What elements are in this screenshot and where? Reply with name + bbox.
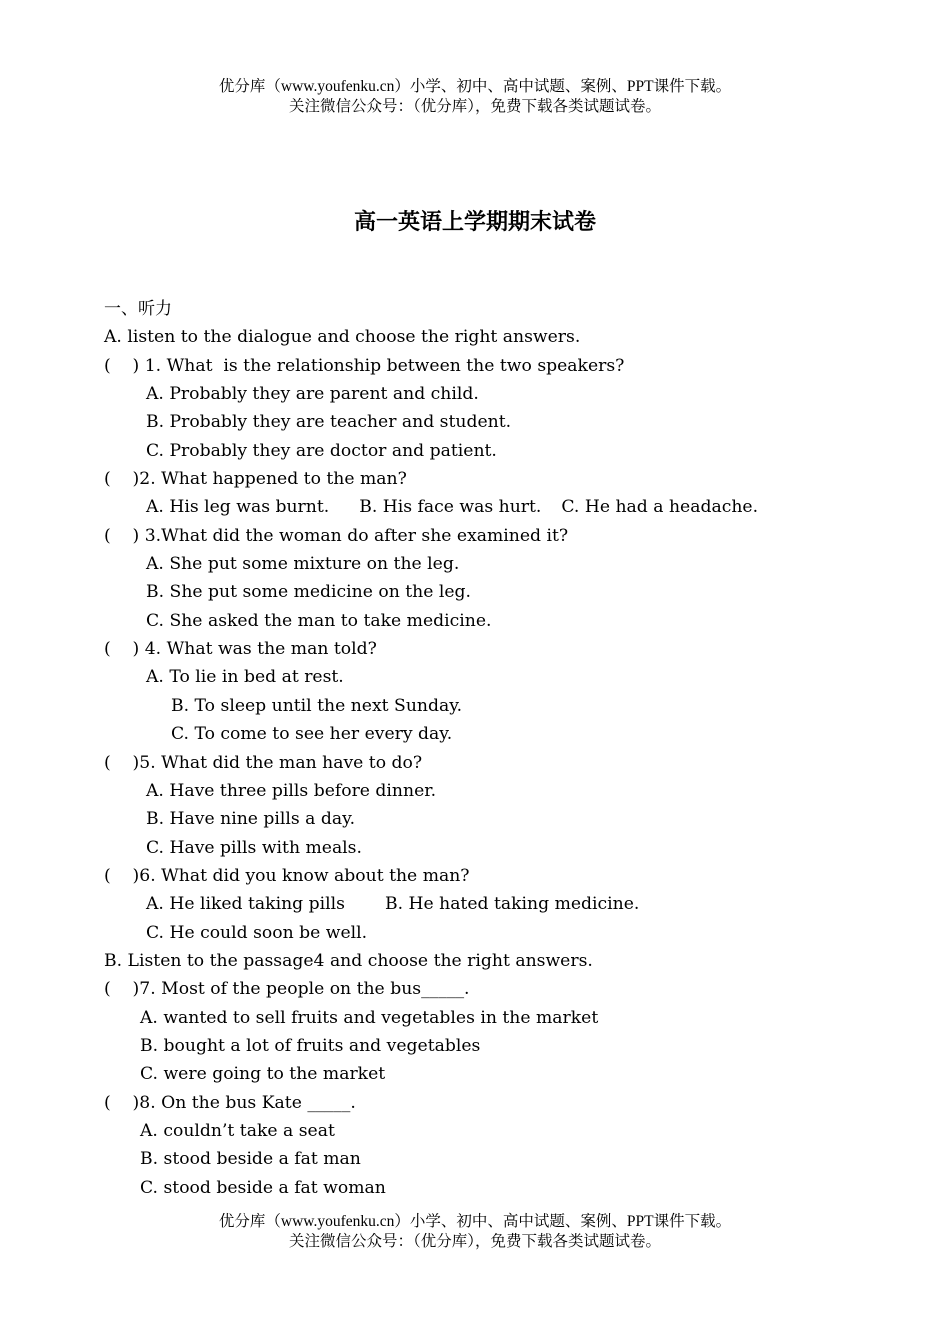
question-5-stem: ( )5. What did the man have to do? [104,752,423,773]
question-4-option-c: C. To come to see her every day. [171,724,453,745]
question-5-option-a: A. Have three pills before dinner. [146,780,437,801]
question-7-option-a: A. wanted to sell fruits and vegetables in the market [140,1007,599,1028]
exam-content [104,295,924,1202]
question-2-options [104,493,924,521]
footer-line-1: 优分库（www.youfenku.cn）小学、初中、高中试题、案例、PPT课件下载。 [218,1213,732,1230]
exam-title: 高一英语上学期期末试卷 [353,210,596,235]
question-1-option-c: C. Probably they are doctor and patient. [146,440,497,461]
part-b-instruction: B. Listen to the passage4 and choose the right answers. [104,950,593,971]
page-header [0,77,950,117]
question-4-option-a: A. To lie in bed at rest. [146,667,344,688]
question-7-stem: ( )7. Most of the people on the bus_____. [104,979,470,1000]
question-8-option-b: B. stood beside a fat man [140,1149,361,1170]
question-8-option-c: C. stood beside a fat woman [140,1177,386,1198]
question-6-option-a: A. He liked taking pills [146,894,345,915]
question-2-stem: ( )2. What happened to the man? [104,469,407,490]
question-7-option-c: C. were going to the market [140,1064,386,1085]
footer-line-2: 关注微信公众号：（优分库），免费下载各类试题试卷。 [288,1233,661,1250]
question-2-option-c: C. He had a headache. [561,497,759,518]
question-6-options [104,890,924,918]
question-5-option-b: B. Have nine pills a day. [146,809,356,830]
part-a-instruction: A. listen to the dialogue and choose the right answers. [104,327,581,348]
question-5-option-c: C. Have pills with meals. [146,837,362,858]
header-line-2: 关注微信公众号：（优分库），免费下载各类试题试卷。 [288,98,661,115]
question-8-stem: ( )8. On the bus Kate _____. [104,1092,356,1113]
question-4-option-b: B. To sleep until the next Sunday. [171,695,463,716]
question-6-option-c: C. He could soon be well. [146,922,368,943]
question-3-option-b: B. She put some medicine on the leg. [146,582,472,603]
question-8-option-a: A. couldn’t take a seat [140,1120,335,1141]
question-3-stem: ( ) 3.What did the woman do after she examined it? [104,525,569,546]
question-4-stem: ( ) 4. What was the man told? [104,639,377,660]
section-heading-listening: 一、听力 [104,299,172,319]
question-1-option-a: A. Probably they are parent and child. [146,384,479,405]
question-2-option-b: B. His face was hurt. [359,497,542,518]
page-footer [0,1212,950,1252]
question-6-stem: ( )6. What did you know about the man? [104,865,470,886]
header-line-1: 优分库（www.youfenku.cn）小学、初中、高中试题、案例、PPT课件下载。 [218,78,732,95]
question-6-option-b: B. He hated taking medicine. [384,894,640,915]
question-3-option-a: A. She put some mixture on the leg. [146,554,460,575]
question-7-option-b: B. bought a lot of fruits and vegetables [140,1035,481,1056]
question-1-stem: ( ) 1. What is the relationship between the two speakers? [104,355,625,376]
question-2-option-a: A. His leg was burnt. [146,497,330,518]
question-1-option-b: B. Probably they are teacher and student. [146,412,512,433]
question-3-option-c: C. She asked the man to take medicine. [146,610,492,631]
